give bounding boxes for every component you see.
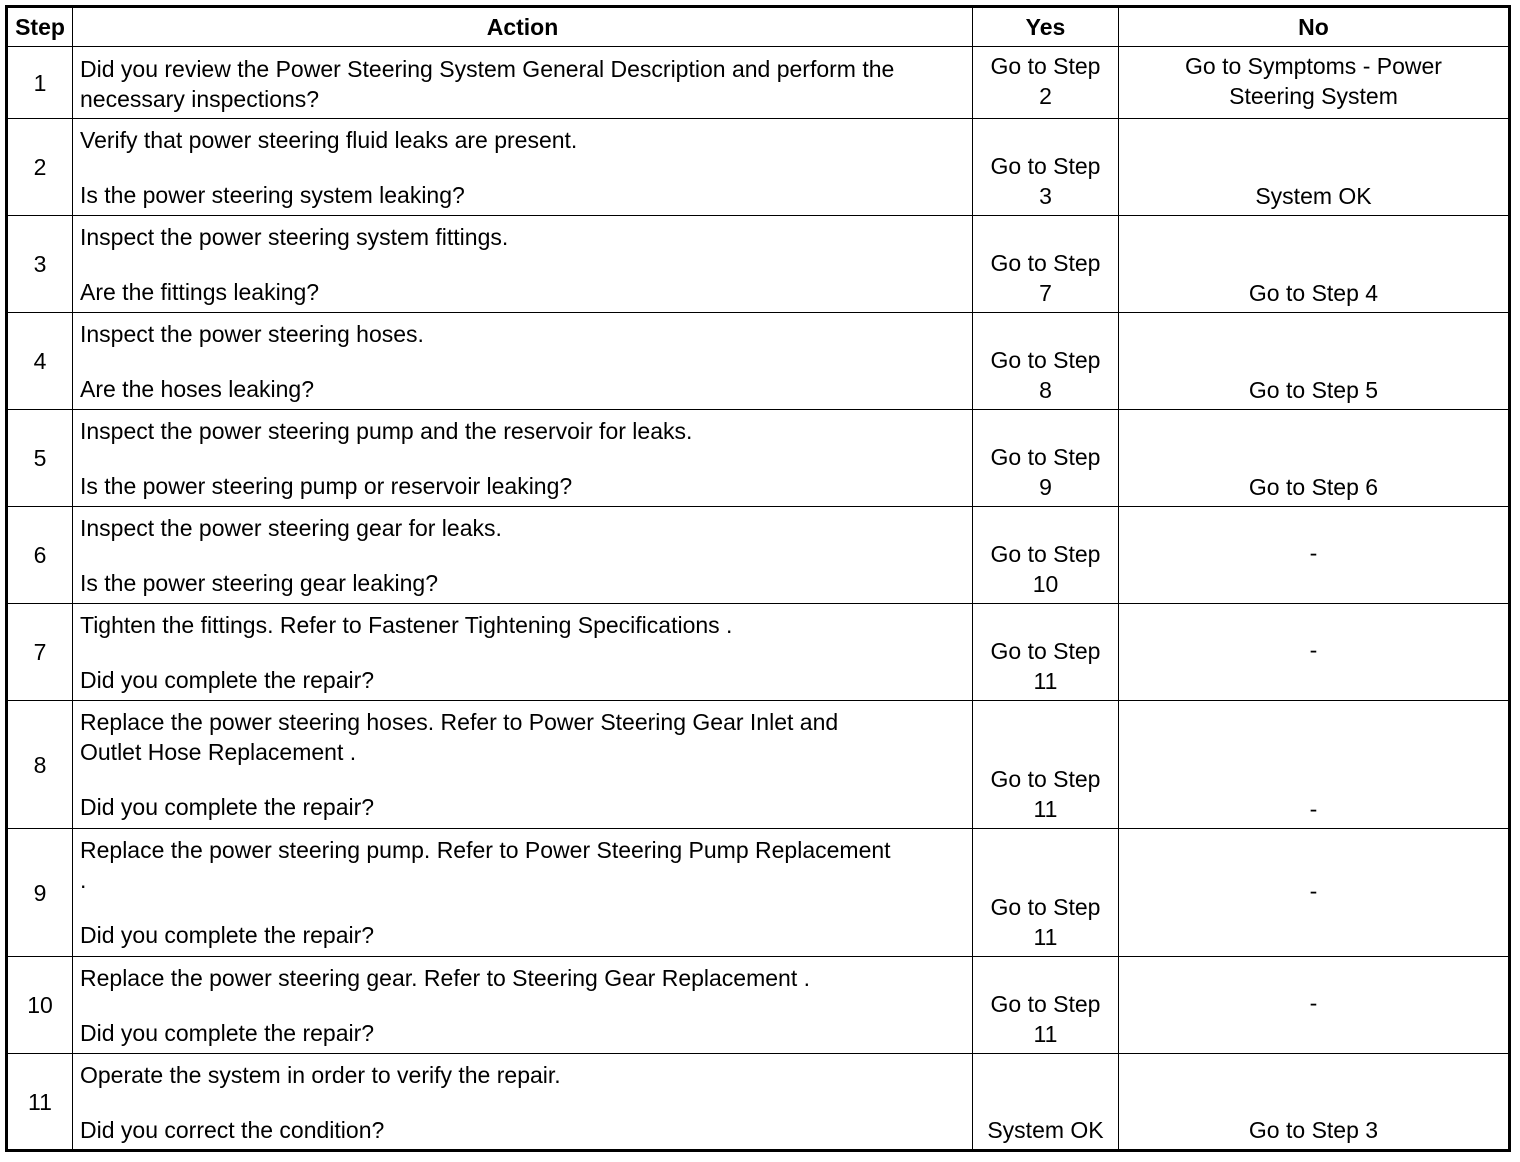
action-cell bbox=[73, 119, 973, 216]
no-text: Go to Step 5 bbox=[1248, 377, 1379, 403]
yes-text: Go to Step bbox=[990, 991, 1101, 1017]
spacer bbox=[80, 252, 965, 277]
yes-text: Go to Step bbox=[990, 766, 1101, 792]
spacer bbox=[80, 993, 965, 1018]
no-text: Go to Symptoms - Power bbox=[1185, 52, 1442, 79]
no-text: Go to Step 3 bbox=[1248, 1117, 1379, 1143]
no-cell bbox=[1119, 410, 1510, 507]
action-text: Inspect the power steering hoses. bbox=[80, 321, 424, 347]
step-number: 9 bbox=[7, 829, 73, 957]
table-row bbox=[7, 119, 1510, 216]
action-cell bbox=[73, 604, 973, 701]
table-row bbox=[7, 1054, 1510, 1151]
no-cell bbox=[1119, 47, 1510, 119]
action-cell bbox=[73, 410, 973, 507]
yes-text: Go to Step bbox=[990, 444, 1101, 470]
step-number: 4 bbox=[7, 313, 73, 410]
no-text: Go to Step 4 bbox=[1248, 280, 1379, 306]
action-text: Inspect the power steering pump and the reservoir for leaks. bbox=[80, 418, 693, 444]
yes-cell bbox=[973, 957, 1119, 1054]
diagnostic-table-container bbox=[5, 5, 1511, 1152]
action-cell bbox=[73, 507, 973, 604]
no-text: - bbox=[1309, 877, 1318, 904]
spacer bbox=[80, 767, 965, 792]
spacer bbox=[80, 640, 965, 665]
step-number: 8 bbox=[7, 701, 73, 829]
yes-cell bbox=[973, 216, 1119, 313]
yes-text: 10 bbox=[1032, 571, 1059, 597]
action-cell bbox=[73, 829, 973, 957]
action-text: . bbox=[80, 867, 87, 893]
action-text: Replace the power steering gear. Refer to Steering Gear Replacement . bbox=[80, 965, 811, 991]
action-text: Operate the system in order to verify the repair. bbox=[80, 1062, 561, 1088]
action-cell bbox=[73, 701, 973, 829]
action-text: Outlet Hose Replacement . bbox=[80, 739, 357, 765]
table-row bbox=[7, 604, 1510, 701]
action-text: Inspect the power steering system fittings. bbox=[80, 224, 509, 250]
yes-text: 8 bbox=[1039, 377, 1052, 403]
action-cell bbox=[73, 47, 973, 119]
table-row bbox=[7, 507, 1510, 604]
yes-text: System OK bbox=[987, 1117, 1104, 1143]
action-cell bbox=[73, 957, 973, 1054]
yes-cell bbox=[973, 47, 1119, 119]
action-question: Did you complete the repair? bbox=[80, 794, 375, 820]
no-text: System OK bbox=[1255, 183, 1372, 209]
no-cell bbox=[1119, 313, 1510, 410]
spacer bbox=[80, 543, 965, 568]
step-number: 7 bbox=[7, 604, 73, 701]
yes-text: 3 bbox=[1039, 183, 1052, 209]
yes-text: Go to Step bbox=[990, 638, 1101, 664]
action-text: Inspect the power steering gear for leaks. bbox=[80, 515, 502, 541]
no-cell bbox=[1119, 957, 1510, 1054]
step-number: 5 bbox=[7, 410, 73, 507]
table-row bbox=[7, 216, 1510, 313]
action-question: Did you complete the repair? bbox=[80, 1020, 375, 1046]
action-text: Replace the power steering hoses. Refer to Power Steering Gear Inlet and bbox=[80, 709, 839, 735]
diagnostic-table bbox=[5, 5, 1511, 1152]
step-number: 1 bbox=[7, 47, 73, 119]
no-cell bbox=[1119, 604, 1510, 701]
table-row bbox=[7, 701, 1510, 829]
yes-cell bbox=[973, 1054, 1119, 1151]
no-cell bbox=[1119, 701, 1510, 829]
yes-text: 11 bbox=[1033, 668, 1058, 694]
spacer bbox=[80, 446, 965, 471]
table-row bbox=[7, 410, 1510, 507]
action-text: Did you review the Power Steering System General Description and perform the necessary inspections? bbox=[80, 55, 895, 112]
action-question: Is the power steering system leaking? bbox=[80, 182, 465, 208]
action-question: Are the fittings leaking? bbox=[80, 279, 320, 305]
spacer bbox=[80, 895, 965, 920]
table-row bbox=[7, 313, 1510, 410]
table-row bbox=[7, 957, 1510, 1054]
action-question: Are the hoses leaking? bbox=[80, 376, 314, 402]
step-number: 11 bbox=[7, 1054, 73, 1151]
action-question: Did you correct the condition? bbox=[80, 1117, 385, 1143]
table-body bbox=[7, 47, 1510, 1151]
yes-text: Go to Step bbox=[990, 347, 1101, 373]
yes-cell bbox=[973, 829, 1119, 957]
step-number: 3 bbox=[7, 216, 73, 313]
yes-text: 11 bbox=[1033, 924, 1058, 950]
step-number: 2 bbox=[7, 119, 73, 216]
no-text: Go to Step 6 bbox=[1248, 474, 1379, 500]
no-text: - bbox=[1309, 540, 1318, 566]
action-cell bbox=[73, 1054, 973, 1151]
yes-cell bbox=[973, 507, 1119, 604]
header-no: No bbox=[1119, 7, 1510, 47]
no-cell bbox=[1119, 216, 1510, 313]
action-text: Verify that power steering fluid leaks are present. bbox=[80, 127, 578, 153]
step-number: 10 bbox=[7, 957, 73, 1054]
no-text: - bbox=[1309, 990, 1318, 1016]
yes-text: Go to Step bbox=[990, 541, 1101, 567]
yes-cell bbox=[973, 119, 1119, 216]
no-cell bbox=[1119, 507, 1510, 604]
table-row bbox=[7, 829, 1510, 957]
yes-cell bbox=[973, 410, 1119, 507]
yes-cell bbox=[973, 604, 1119, 701]
header-yes: Yes bbox=[973, 7, 1119, 47]
spacer bbox=[80, 1090, 965, 1115]
header-row bbox=[7, 7, 1510, 47]
action-cell bbox=[73, 313, 973, 410]
action-question: Is the power steering pump or reservoir leaking? bbox=[80, 473, 573, 499]
action-cell bbox=[73, 216, 973, 313]
yes-text: 9 bbox=[1039, 474, 1052, 500]
spacer bbox=[80, 349, 965, 374]
yes-text: Go to Step bbox=[990, 153, 1101, 179]
header-action: Action bbox=[73, 7, 973, 47]
action-text: Replace the power steering pump. Refer to Power Steering Pump Replacement bbox=[80, 837, 891, 863]
no-text: Steering System bbox=[1229, 82, 1398, 109]
yes-text: Go to Step bbox=[990, 250, 1101, 276]
header-step: Step bbox=[7, 7, 73, 47]
yes-text: 2 bbox=[1039, 82, 1052, 109]
yes-text: 7 bbox=[1039, 280, 1052, 306]
action-question: Did you complete the repair? bbox=[80, 922, 375, 948]
yes-cell bbox=[973, 701, 1119, 829]
step-number: 6 bbox=[7, 507, 73, 604]
no-text: - bbox=[1309, 796, 1318, 822]
action-question: Is the power steering gear leaking? bbox=[80, 570, 438, 596]
spacer bbox=[80, 155, 965, 180]
yes-text: Go to Step bbox=[990, 52, 1101, 79]
yes-text: 11 bbox=[1033, 1021, 1058, 1047]
table-row bbox=[7, 47, 1510, 119]
action-text: Tighten the fittings. Refer to Fastener Tightening Specifications . bbox=[80, 612, 733, 638]
no-cell bbox=[1119, 119, 1510, 216]
yes-text: Go to Step bbox=[990, 894, 1101, 920]
action-question: Did you complete the repair? bbox=[80, 667, 375, 693]
no-cell bbox=[1119, 829, 1510, 957]
yes-text: 11 bbox=[1033, 796, 1058, 822]
yes-cell bbox=[973, 313, 1119, 410]
no-text: - bbox=[1309, 637, 1318, 663]
no-cell bbox=[1119, 1054, 1510, 1151]
